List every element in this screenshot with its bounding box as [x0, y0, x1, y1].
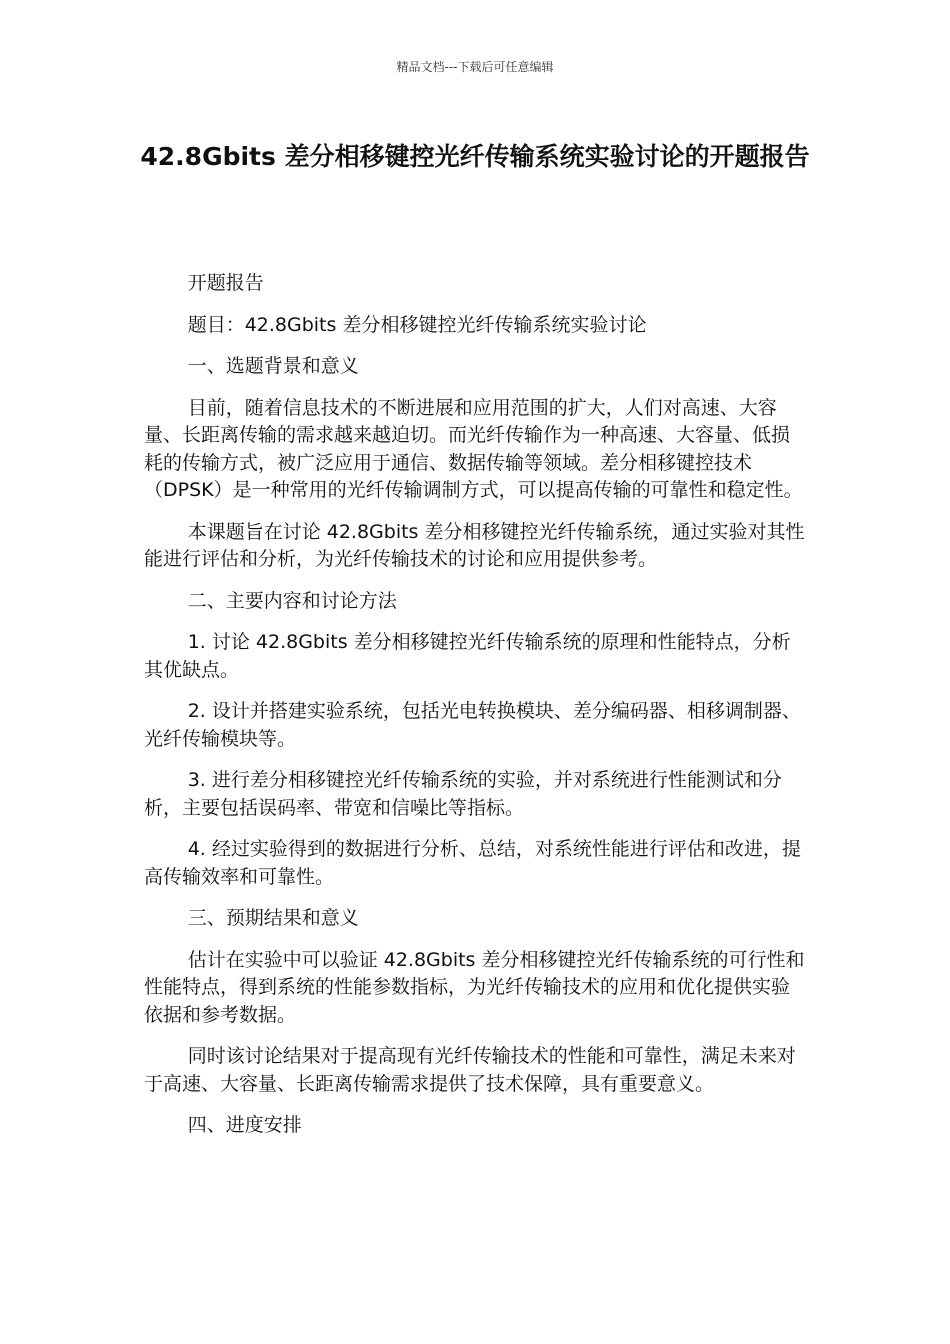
- section-heading-background: 一、选题背景和意义: [187, 355, 359, 377]
- section-heading-content-methods: 二、主要内容和讨论方法: [187, 589, 397, 612]
- list-item-1: 1. 讨论 42.8Gbits 差分相移键控光纤传输系统的原理和性能特点，分析其优缺点。: [144, 631, 791, 681]
- paragraph-topic: 题目：42.8Gbits 差分相移键控光纤传输系统实验讨论: [187, 313, 647, 336]
- document-title: 42.8Gbits 差分相移键控光纤传输系统实验讨论的开题报告: [140, 142, 810, 171]
- list-item-2: 2. 设计并搭建实验系统，包括光电转换模块、差分编码器、相移调制器、光纤传输模块等。: [144, 700, 801, 750]
- document-body: [144, 270, 806, 1154]
- page-header-note: 精品文档---下载后可任意编辑: [396, 60, 554, 74]
- section-heading-expected-results: 三、预期结果和意义: [187, 907, 359, 929]
- paragraph-purpose: 本课题旨在讨论 42.8Gbits 差分相移键控光纤传输系统，通过实验对其性能进行评估和分析，为光纤传输技术的讨论和应用提供参考。: [144, 520, 805, 570]
- list-item-4: 4. 经过实验得到的数据进行分析、总结，对系统性能进行评估和改进，提高传输效率和可靠性。: [144, 838, 801, 888]
- paragraph-expected-results: 估计在实验中可以验证 42.8Gbits 差分相移键控光纤传输系统的可行性和性能特点，得到系统的性能参数指标，为光纤传输技术的应用和优化提供实验依据和参考数据。: [144, 948, 805, 1026]
- paragraph-report-label: 开题报告: [187, 272, 264, 294]
- list-item-3: 3. 进行差分相移键控光纤传输系统的实验，并对系统进行性能测试和分析，主要包括误码率、带宽和信噪比等指标。: [144, 769, 782, 819]
- paragraph-significance: 同时该讨论结果对于提高现有光纤传输技术的性能和可靠性，满足未来对于高速、大容量、长距离传输需求提供了技术保障，具有重要意义。: [144, 1045, 796, 1095]
- paragraph-background: 目前，随着信息技术的不断进展和应用范围的扩大，人们对高速、大容量、长距离传输的需求越来越迫切。而光纤传输作为一种高速、大容量、低损耗的传输方式，被广泛应用于通信、数据传输等领域。差分相移键控技术（DPSK）是一种常用的光纤传输调制方式，可以提高传输的可靠性和稳定性。: [144, 396, 803, 501]
- section-heading-schedule: 四、进度安排: [187, 1114, 302, 1136]
